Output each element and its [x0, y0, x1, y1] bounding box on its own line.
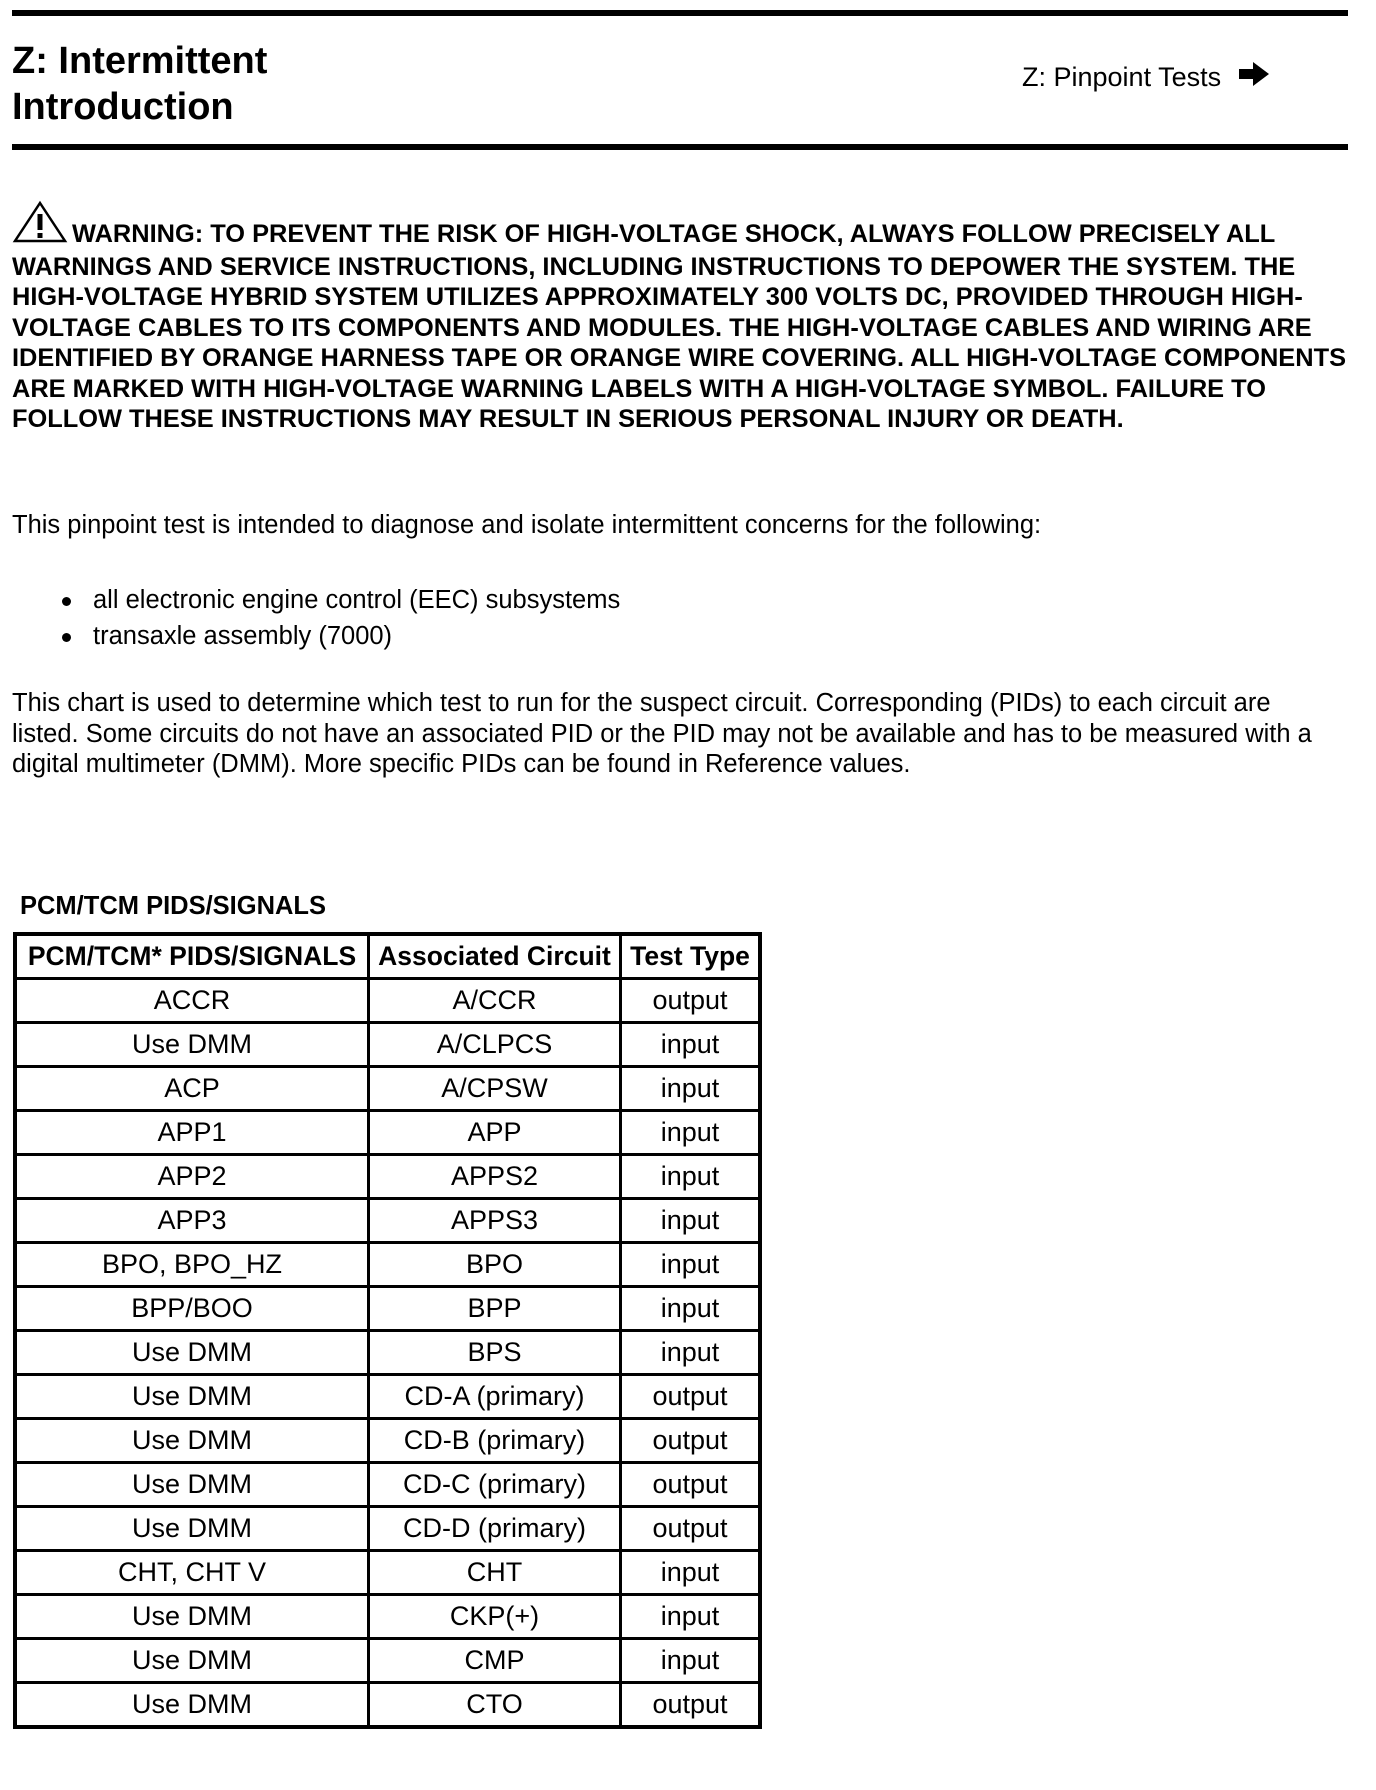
table-row: [15, 1595, 760, 1639]
table-row: [15, 1507, 760, 1551]
cell-test-type: input: [621, 1111, 761, 1155]
header-test-type: Test Type: [621, 934, 761, 979]
cell-circuit: A/CPSW: [369, 1067, 621, 1111]
cell-pid: ACP: [15, 1067, 369, 1111]
chart-description: This chart is used to determine which test to run for the suspect circuit. Corresponding (PIDs) to each circuit are listed. Some circuits do not have an associated PID or the PID may not be available and has to be measured with a digital multimeter (DMM). More specific PIDs can be found in Reference values.: [12, 689, 1312, 778]
cell-circuit: BPS: [369, 1331, 621, 1375]
cell-pid: Use DMM: [15, 1023, 369, 1067]
table-row: [15, 1287, 760, 1331]
cell-test-type: output: [621, 1463, 761, 1507]
right-arrow-icon: [1239, 62, 1269, 93]
cell-circuit: CD-D (primary): [369, 1507, 621, 1551]
top-rule: [12, 10, 1348, 16]
cell-circuit: BPP: [369, 1287, 621, 1331]
cell-circuit: A/CLPCS: [369, 1023, 621, 1067]
pinpoint-tests-link[interactable]: [1022, 62, 1269, 93]
table-row: [15, 1683, 760, 1728]
cell-circuit: CD-A (primary): [369, 1375, 621, 1419]
cell-test-type: input: [621, 1287, 761, 1331]
cell-pid: BPP/BOO: [15, 1287, 369, 1331]
cell-test-type: input: [621, 1155, 761, 1199]
cell-test-type: input: [621, 1551, 761, 1595]
cell-pid: Use DMM: [15, 1331, 369, 1375]
cell-pid: APP3: [15, 1199, 369, 1243]
table-row: [15, 1375, 760, 1419]
cell-test-type: input: [621, 1199, 761, 1243]
page-title: [12, 38, 267, 130]
list-item: transaxle assembly (7000): [56, 618, 620, 654]
cell-pid: Use DMM: [15, 1419, 369, 1463]
intro-text: This pinpoint test is intended to diagnose and isolate intermittent concerns for the following:: [12, 511, 1042, 539]
cell-circuit: CTO: [369, 1683, 621, 1728]
table-row: [15, 1155, 760, 1199]
cell-test-type: output: [621, 1507, 761, 1551]
cell-test-type: output: [621, 1419, 761, 1463]
cell-pid: Use DMM: [15, 1375, 369, 1419]
cell-pid: Use DMM: [15, 1507, 369, 1551]
cell-circuit: CD-C (primary): [369, 1463, 621, 1507]
table-row: [15, 1419, 760, 1463]
cell-circuit: A/CCR: [369, 979, 621, 1023]
table-row: [15, 1639, 760, 1683]
header-pids-signals: PCM/TCM* PIDS/SIGNALS: [15, 934, 369, 979]
cell-pid: ACCR: [15, 979, 369, 1023]
table-row: [15, 1463, 760, 1507]
cell-circuit: APP: [369, 1111, 621, 1155]
list-item: all electronic engine control (EEC) subsystems: [56, 582, 620, 618]
cell-circuit: APPS3: [369, 1199, 621, 1243]
cell-pid: CHT, CHT V: [15, 1551, 369, 1595]
table-row: [15, 1023, 760, 1067]
page-title-line2: Introduction: [12, 86, 234, 128]
table-row: [15, 979, 760, 1023]
cell-test-type: output: [621, 979, 761, 1023]
cell-test-type: input: [621, 1023, 761, 1067]
table-row: [15, 1243, 760, 1287]
bullet-icon: [62, 597, 71, 606]
table-caption: PCM/TCM PIDS/SIGNALS: [20, 892, 327, 920]
cell-test-type: input: [621, 1639, 761, 1683]
table-body: [15, 979, 760, 1728]
cell-test-type: input: [621, 1067, 761, 1111]
cell-pid: Use DMM: [15, 1683, 369, 1728]
cell-test-type: output: [621, 1375, 761, 1419]
subsystem-list: [56, 582, 620, 654]
cell-pid: APP1: [15, 1111, 369, 1155]
table-header-row: [15, 934, 760, 979]
pinpoint-tests-link-label: Z: Pinpoint Tests: [1022, 62, 1222, 92]
cell-pid: BPO, BPO_HZ: [15, 1243, 369, 1287]
cell-test-type: input: [621, 1331, 761, 1375]
page-title-line1: Z: Intermittent: [12, 40, 268, 82]
high-voltage-warning: [12, 200, 1348, 435]
cell-test-type: input: [621, 1243, 761, 1287]
cell-circuit: CHT: [369, 1551, 621, 1595]
header-associated-circuit: Associated Circuit: [369, 934, 621, 979]
cell-test-type: output: [621, 1683, 761, 1728]
cell-circuit: APPS2: [369, 1155, 621, 1199]
cell-circuit: BPO: [369, 1243, 621, 1287]
table-row: [15, 1199, 760, 1243]
table-row: [15, 1331, 760, 1375]
bullet-icon: [62, 633, 71, 642]
header-bottom-rule: [12, 144, 1348, 150]
cell-test-type: input: [621, 1595, 761, 1639]
cell-pid: Use DMM: [15, 1595, 369, 1639]
table-row: [15, 1067, 760, 1111]
cell-pid: Use DMM: [15, 1463, 369, 1507]
cell-pid: Use DMM: [15, 1639, 369, 1683]
cell-circuit: CMP: [369, 1639, 621, 1683]
cell-pid: APP2: [15, 1155, 369, 1199]
table-row: [15, 1111, 760, 1155]
table-row: [15, 1551, 760, 1595]
cell-circuit: CD-B (primary): [369, 1419, 621, 1463]
warning-text: WARNING: TO PREVENT THE RISK OF HIGH-VOLTAGE SHOCK, ALWAYS FOLLOW PRECISELY ALL WARNINGS AND SERVICE INSTRUCTIONS, INCLUDING INSTRUCTIONS TO DEPOWER THE SYSTEM. THE HIGH-VOLTAGE HYBRID SYSTEM UTILIZES APPROXIMATELY 300 VOLTS DC, PROVIDED THROUGH HIGH-VOLTAGE CABLES TO ITS COMPONENTS AND MODULES. THE HIGH-VOLTAGE CABLES AND WIRING ARE IDENTIFIED BY ORANGE HARNESS TAPE OR ORANGE WIRE COVERING. ALL HIGH-VOLTAGE COMPONENTS ARE MARKED WITH HIGH-VOLTAGE WARNING LABELS WITH A HIGH-VOLTAGE SYMBOL. FAILURE TO FOLLOW THESE INSTRUCTIONS MAY RESULT IN SERIOUS PERSONAL INJURY OR DEATH.: [12, 220, 1347, 433]
pids-signals-table: [13, 932, 762, 1729]
warning-triangle-icon: [12, 200, 68, 252]
cell-circuit: CKP(+): [369, 1595, 621, 1639]
